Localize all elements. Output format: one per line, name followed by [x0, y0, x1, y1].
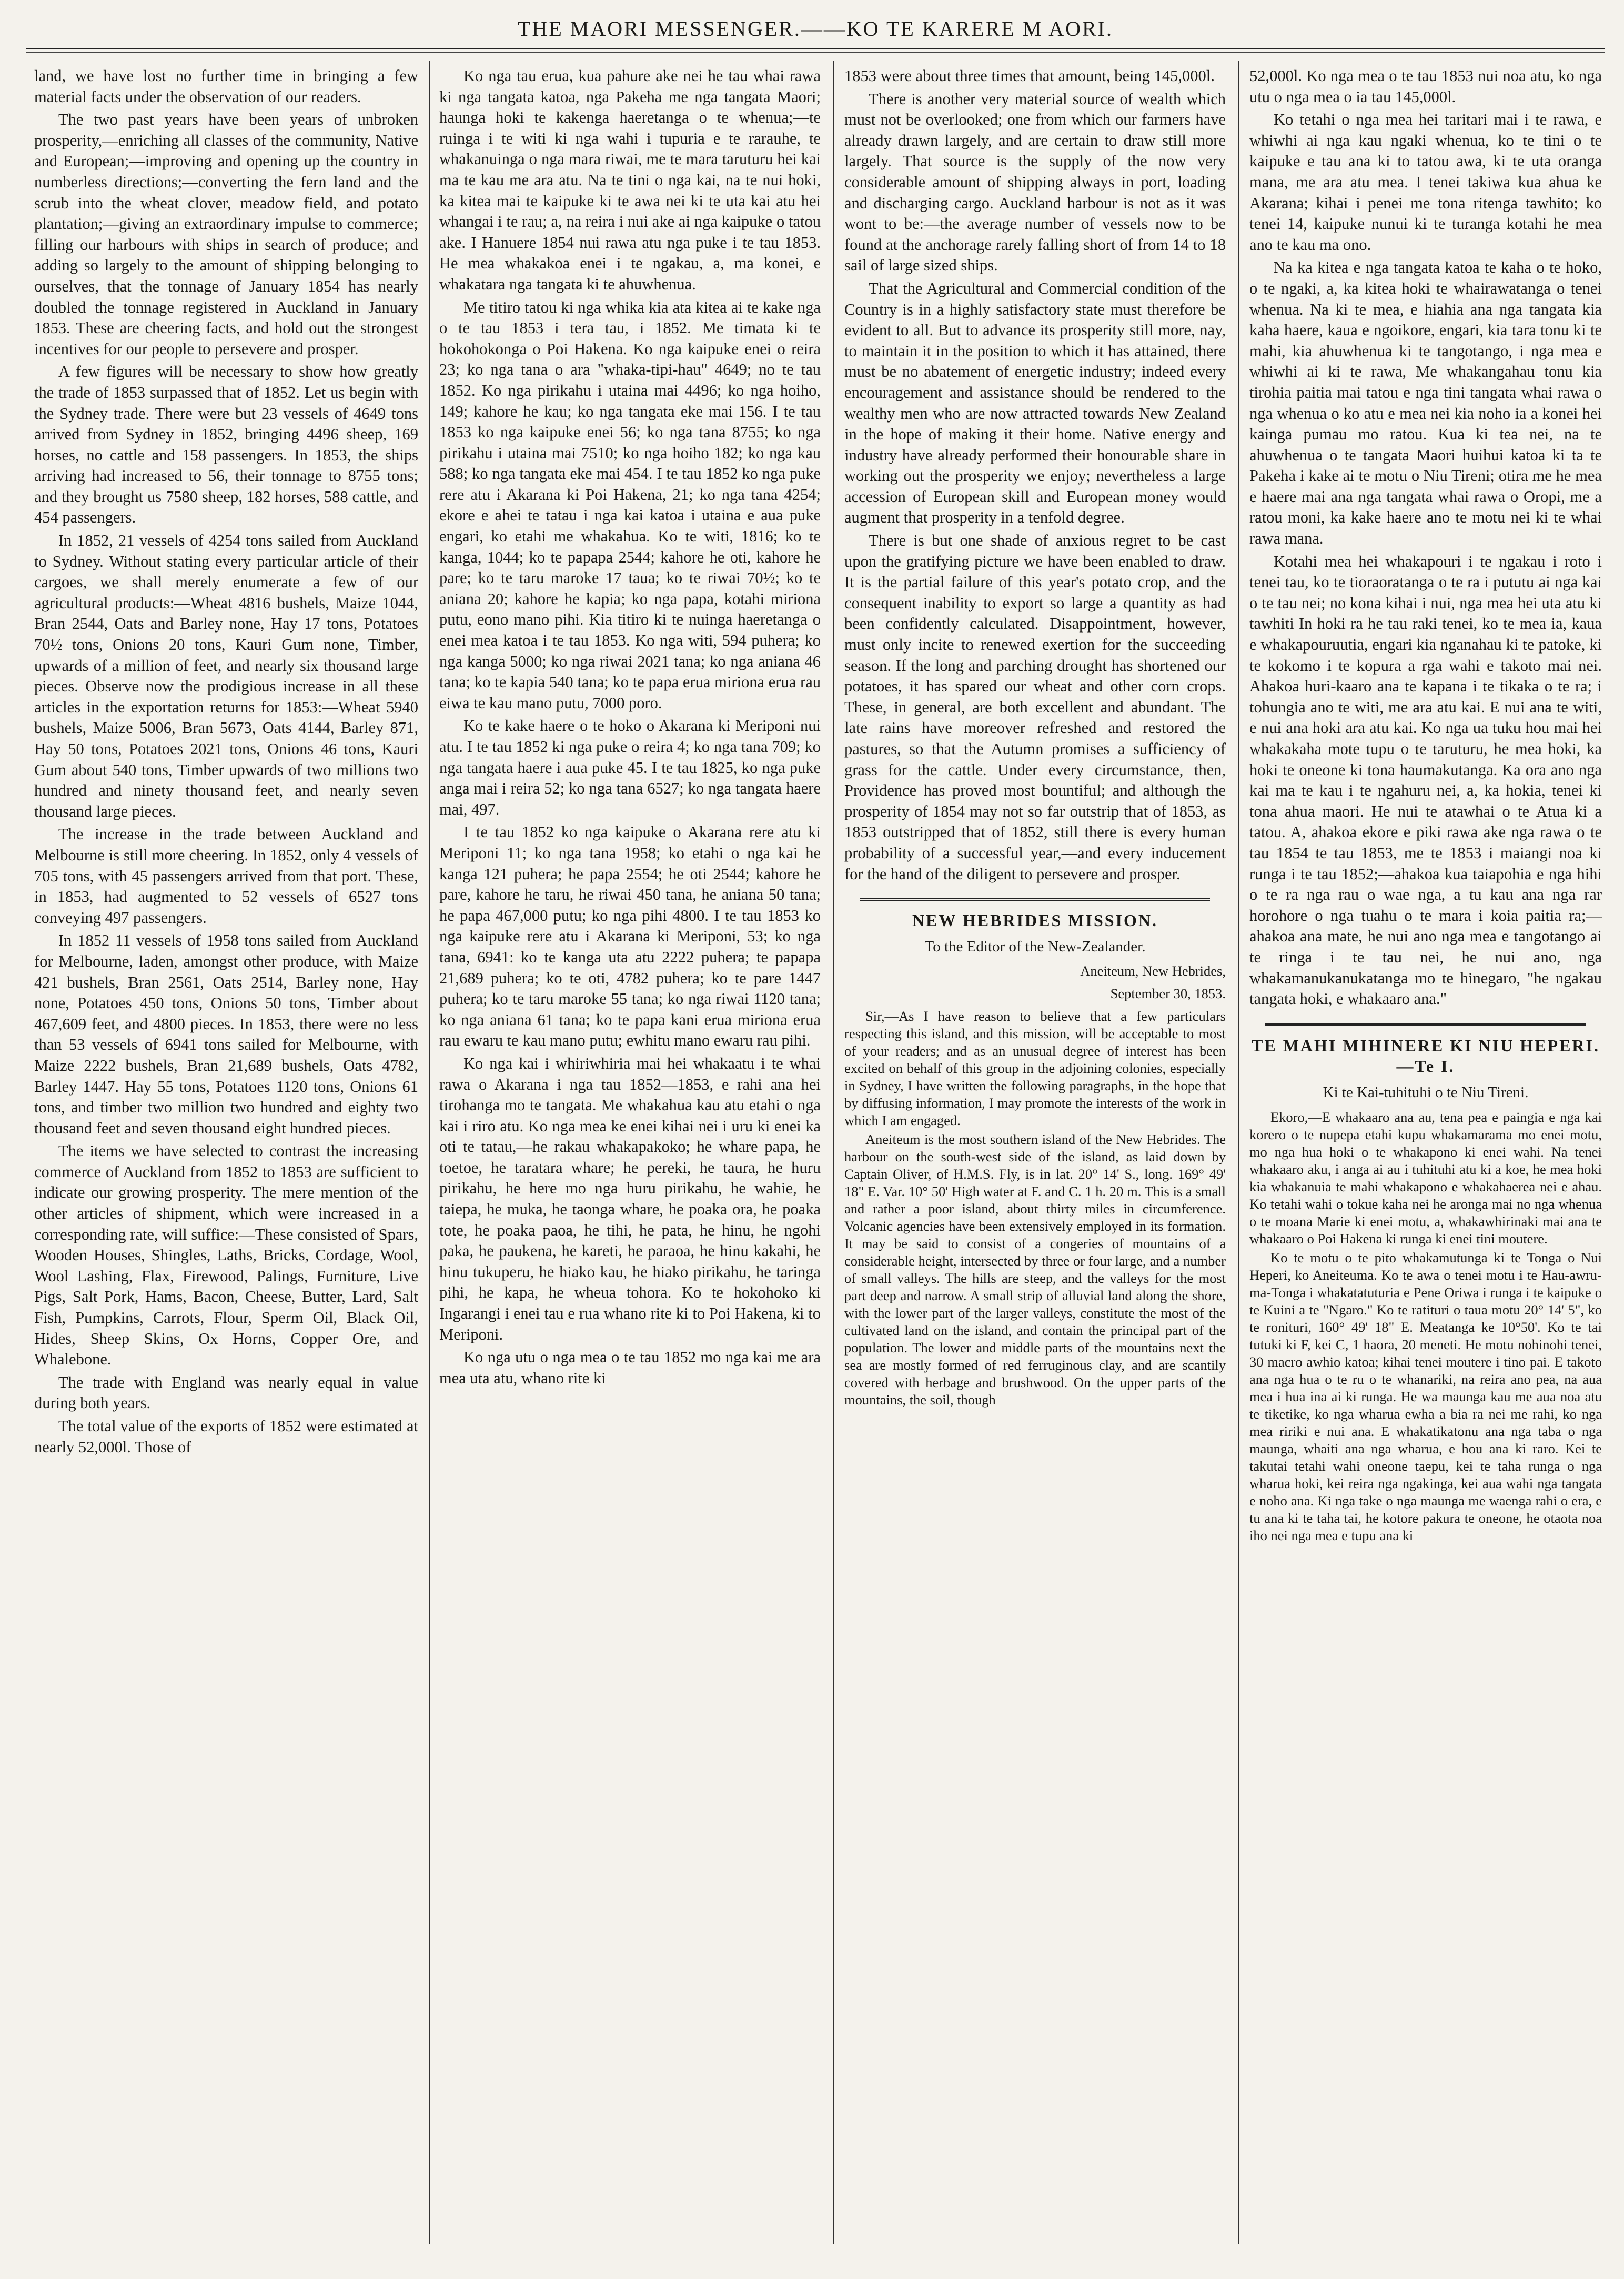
- paragraph: Ko nga kai i whiriwhiria mai hei whakaatu i te whai rawa o Akarana i nga tau 1852—1853, e rahi ana hei tirohanga mo te tangata. Me whakahua kau atu etahi o nga kai i riro atu. Ko nga mea ke enei kihai nei i uru ki enei ka oti te tatau,—he rakau whakapakoko; he whare papa, he toetoe, he taratara whare; he pereki, he taura, he huru pirikahu, he here mo nga huru pirikahu, he wahie, he taiepa, he muka, he taonga whare, he poaka ora, he poaka tote, he poaka paoa, he tihi, he pata, he hinu, he ngohi paka, he paukena, he kareti, he paraoa, he hinu kakahi, he hinu tukuperu, he hiako kau, he hiako pirikahu, he taringa pihi, he kapa, he wheua tohora. Ko te hokohoko ki Ingarangi i enei tau e rua whano rite ki to Poi Hakena, ki to Meriponi.: [439, 1054, 821, 1343]
- mission-heading: NEW HEBRIDES MISSION.: [912, 911, 1158, 930]
- mission-dateline: September 30, 1853.: [1110, 986, 1226, 1002]
- mission-body: [844, 1008, 1226, 1409]
- paragraph: The two past years have been years of unbroken prosperity,—enriching all classes of the community, Native and European;—improving and opening up the country in numberless directions;—converting the fern land and the scrub into the wheat clover, meadow field, and potato plantation;—giving an extraordinary impulse to commerce; filling our harbours with ships in search of produce; and adding so largely to the amount of shipping belonging to ourselves, that the tonnage of January 1854 has nearly doubled the tonnage registered in Auckland in January 1853. These are cheering facts, and hold out the strongest incentives for our people to persevere and prosper.: [34, 111, 418, 358]
- paragraph: I te tau 1852 ko nga kaipuke o Akarana rere atu ki Meriponi 11; ko nga tana 1958; ko etahi o nga kai he kanga 121 puhera; he papa 2554; he oti 2544; kahore he pare, kahore he taru, he riwai 450 tana, he aniana 50 tana; he papa 467,000 putu; ko nga pihi 4800. I te tau 1853 ko nga kaipuke rere atu i Akarana ki Meriponi, 53; ko nga tana, 6941: ko te kanga uta atu 2222 puhera; te papapa 21,689 puhera; ko te oti, 4782 puhera; ko te pare 1447 puhera; ko te taru maroke 55 tana; ko nga riwai 1120 tana; ko nga aniana 61 tana; ko te papa kani erua miriona erua rau ewaru te kau mano putu; ewhitu mano ewaru rau pihi.: [439, 823, 821, 1050]
- paragraph: land, we have lost no further time in bringing a few material facts under the observation of our readers.: [34, 67, 418, 106]
- maori-mission-to-editor: Ki te Kai-tuhituhi o te Niu Tireni.: [1323, 1083, 1529, 1101]
- paragraph: Ko tetahi o nga mea hei taritari mai i te rawa, e whiwhi ai nga kau ngaki whenua, ko te tini o te kaipuke e tau ana ki to tatou awa, ki te uta oranga mana, me ara atu mea. I tenei takiwa kua ahua ke Akarana; kihai i penei me tona ritenga tawhito; ko tenei 14, kaipuke nunui ki te turanga kotahi he mea ano te kau ma ono.: [1249, 111, 1602, 254]
- maori-mission-heading: TE MAHI MIHINERE KI NIU HEPERI.—Te I.: [1252, 1036, 1600, 1076]
- paragraph: Ko te motu o te pito whakamutunga ki te Tonga o Nui Heperi, ko Aneiteuma. Ko te awa o tenei motu i te Hau-awru-ma-Tonga i whakatatuturia e Pene Oriwa i runga i te kaipuke o te Kuini a te "Ngaro." Ko te ratituri o taua motu 20° 14' 5", ko te ronituri, 160° 49' 18" E. Meatanga ke 10°50'. Ko te tai tutuki ki F, kei C, 1 haora, 20 meneti. He motu nohinohi tenei, 30 macro awhio katoa; kihai tenei moutere i tino pai. E takoto ana nga hua o te ru o te whanariki, na reira ano pea, na aua mea i hua ina ai ki runga. He wa maunga kau me aua noa atu te tiketike, ko nga wharua ewha a bia ra nei me rahi, ko nga mea ririki e nui ana. E whakatikatonu ana nga taba o nga maunga, whaiti ana nga wharua, e hou ana ki raro. Kei te takutai tetahi wahi oneone taepu, kei te taha runga o nga wharua hoki, kei reira nga ngakinga, kei aua wahi nga tangata e noho ana. Ki nga take o nga maunga me waenga rahi o era, e tu ana ki te taha tai, he kotore pakura te oneone, he otaota noa iho nei nga mea e tupu ana ki: [1249, 1249, 1602, 1543]
- paragraph: That the Agricultural and Commercial condition of the Country is in a highly satisfactory state must therefore be evident to all. But to advance its prosperity still more, nay, to maintain it in the position to which it has attained, there must be no abatement of energetic industry; indeed every encouragement and assistance should be rendered to the wealthy men who are now attracted towards New Zealand in the hope of making it their home. Native energy and industry have already performed their honourable share in working out the prosperity we enjoy; nevertheless a large accession of European skill and European money would augment that prosperity in a tenfold degree.: [844, 279, 1226, 527]
- paragraph: 52,000l. Ko nga mea o te tau 1853 nui noa atu, ko nga utu o nga mea o ia tau 145,000l.: [1249, 67, 1602, 106]
- column-1: [34, 66, 418, 2244]
- newspaper-page: [26, 13, 1605, 2265]
- paragraph: Ko te kake haere o te hoko o Akarana ki Meriponi nui atu. I te tau 1852 ki nga puke o reira 4; ko nga tana 709; ko nga tangata haere i aua puke 45. I te tau 1825, ko nga puke anga mai i reira 52; ko nga tana 6527; ko nga tangata haere mai, 497.: [439, 717, 821, 818]
- paragraph: Ko nga utu o nga mea o te tau 1852 mo nga kai me ara mea uta atu, whano rite ki: [439, 1348, 821, 1387]
- column-divider: [1238, 61, 1239, 2244]
- column-2: [439, 66, 821, 2244]
- masthead: THE MAORI MESSENGER.——KO TE KARERE M AORI.: [518, 17, 1113, 41]
- mission-to-editor: To the Editor of the New-Zealander.: [924, 938, 1146, 955]
- paragraph: Ekoro,—E whakaaro ana au, tena pea e paingia e nga kai korero o te nupepa etahi kupu whakamarama mo enei motu, mo nga hua hoki o te whakapono ki enei wahi. Na tenei whakaaro aku, i anga ai au i tuhituhi atu ki a koe, he mea hoki kia whakanuia te mahi whakapono e whakahaerea nei e ahau. Ko tetahi wahi o tokue kaha nei he aronga mai no nga whenua o te moana Marie ki enei motu, a, whakawhirinaki mai ana te whakaaro o Poi Hakena ki runga ki enei tini moutere.: [1249, 1109, 1602, 1247]
- column-3: [844, 66, 1226, 2244]
- paragraph: There is another very material source of wealth which must not be overlooked; one from which our farmers have already drawn largely, and are certain to draw still more largely. That source is the supply of the now very considerable amount of shipping always in port, loading and discharging cargo. Auckland harbour is not as it was wont to be:—the average number of vessels now to be found at the anchorage rarely falling short of from 14 to 18 sail of large sized ships.: [844, 89, 1226, 275]
- paragraph: The increase in the trade between Auckland and Melbourne is still more cheering. In 1852, only 4 vessels of 705 tons, with 45 passengers arrived from that port. These, in 1853, had augmented to 52 vessels of 6527 tons conveying 497 passengers.: [34, 825, 418, 927]
- paragraph: Ko nga tau erua, kua pahure ake nei he tau whai rawa ki nga tangata katoa, nga Pakeha me nga tangata Maori; haunga hoki te kakenga haeretanga o te whenua;—te ruinga i te witi ki nga wahi i tupuria e te rarauhe, te whakanuinga o nga mara riwai, me te mara taruturu hei kai ma te kau me ara atu. Na te tini o nga kai, na te nui hoki, ka kitea mai te kaipuke ki te awa nei ki te uta kai atu hei whangai i te rau; a, na reira i nui ake ai nga kaipuke o tatou ake. I Hanuere 1854 nui rawa atu nga puke i te tau 1853. He mea whakakoa enei i te ngakau, a, ma konei, e whakatara nga tangata ki te ahuwhenua.: [439, 67, 821, 293]
- paragraph: There is but one shade of anxious regret to be cast upon the gratifying picture we have been enabled to draw. It is the partial failure of this year's potato crop, and the consequent inability to export so large a quantity as had been confidently calculated. Disappointment, however, must only incite to renewed exertion for the succeeding season. If the long and parching drought has shortened our potatoes, it has spared our wheat and other corn crops. These, in general, are both excellent and abundant. The late rains have moreover refreshed and restored the pastures, so that the Autumn promises a sufficiency of grass for the cattle. Under every circumstance, then, Providence has proved most bountiful; and although the prosperity of 1854 may not so far outstrip that of 1853, as 1853 outstripped that of 1852, still there is every human probability of a successful year,—and every inducement for the hand of the diligent to persevere and prosper.: [844, 531, 1226, 883]
- paragraph: Sir,—As I have reason to believe that a few particulars respecting this island, and this mission, will be acceptable to most of your readers; and as an unusual degree of interest has been excited on behalf of this group in the adjoining colonies, especially in Sydney, I have written the following paragraphs, in the hope that by diffusing information, I may promote the interests of the work in which I am engaged.: [844, 1008, 1226, 1129]
- paragraph: In 1852 11 vessels of 1958 tons sailed from Auckland for Melbourne, laden, amongst other produce, with Maize 421 bushels, Bran 2561, Oats 2514, Barley none, Hay none, Potatoes 450 tons, Onions 50 tons, Timber about 467,609 feet, and 4800 pieces. In 1853, there were no less than 53 vessels of 6941 tons sailed for Melbourne, with Maize 2222 bushels, Bran 21,689 bushels, Oats 4782, Barley 1447. Hay 55 tons, Potatoes 1120 tons, Onions 61 tons, and timber two million two hundred and eighty two thousand feet and seven thousand eight hundred pieces.: [34, 931, 418, 1137]
- paragraph: Me titiro tatou ki nga whika kia ata kitea ai te kake nga o te tau 1853 i tera tau, i 1852. Me timata ki te hokohokonga o Poi Hakena. Ko nga kaipuke enei o reira 23; ko nga tana o ara "whaka-tipi-hau" 4649; no te tau 1852. Ko nga pirikahu i utaina mai 4496; ko nga hoiho, 149; kahore he kau; ko nga tangata eke mai 156. I te tau 1853 ko nga kaipuke enei 56; ko nga tana 8755; ko nga pirikahu i utaina mai 7510; ko nga hoiho 182; ko nga kau 588; ko nga tangata eke mai 454. I te tau 1852 ko nga puke rere atu i Akarana ki Poi Hakena, 21; ko nga tana 4254; ekore e ahei te tatau i nga kai katoa i utaina e aua puke engari, ko etahi me whakahua. Ko te witi, 1816; ko te kanga, 1044; ko te papapa 2544; kahore he oti, kahore he pare; ko te taru maroke 17 taua; ko te riwai 70½; ko te aniana 20; kahore he kapia; ko nga papa, kotahi miriona putu, eono mano pihi. Kia titiro ki te nuinga haeretanga o enei mea katoa i te tau 1853. Ko nga witi, 594 puhera; ko nga kanga 5000; ko nga riwai 2021 tana; ko nga aniana 46 tana; ko te kapia 540 tana; ko te papa erua miriona erua rau eiwa te kau mano putu, 7000 poro.: [439, 298, 821, 712]
- paragraph: 1853 were about three times that amount, being 145,000l.: [844, 67, 1215, 85]
- paragraph: Kotahi mea hei whakapouri i te ngakau i roto i tenei tau, ko te tioraoratanga o te ra i pututu ai nga kai o te tau nei; no kona kihai i nui, nga mea hei uta atu ki tawhiti In hoki ra he tau raki tenei, ko te mea ia, kaua e whakapouruutia, engari kia nganahau ki te patoke, ki te kokomo i te kopura a rga wahi e takoto mai nei. Ahakoa huri-kaaro ana te kapana i te tikaka o te ra; i tohungia ano te witi, me ara atu kai. E nui ana te witi, e nui ana hoki ara atu kai. Ko nga ua tuku hou mai hei whakakaha mote tupu o te taruturu, he mea hoki, ka hoki te oneone ki tona haumakutanga. Ka ora ano nga kai ma te kau i te ngahuru nei, a, ka hokia, tenei ki tona ahua maori. He nui te atawhai o te Atua ki a tatou. A, ahakoa ekore e piki rawa ake nga rawa o te tau 1854 te tau 1853, me te 1853 i maiangi noa ki runga i te tau 1852;—ahakoa kua taiapohia e nga hihi o te ra nga rau o wae nga, a tu kau ana nga rar horohore o nga tuahu o te mara i koia paitia ra;—ahakoa ana mate, he nui ano nga mea e tangotango ai te ringa i te tau nei, he nui ano, nga whakamanukanukatanga mo te hinegaro, "he ngakau tangata hoki, e whakaaro ana.": [1249, 552, 1602, 1008]
- masthead-rule: [26, 48, 1605, 53]
- paragraph: The trade with England was nearly equal in value during both years.: [34, 1373, 418, 1412]
- section-divider: [1265, 1023, 1586, 1029]
- column-divider: [429, 61, 430, 2244]
- column-4: [1249, 66, 1602, 2244]
- paragraph: Aneiteum is the most southern island of the New Hebrides. The harbour on the south-west side of the island, as laid down by Captain Oliver, of H.M.S. Fly, is in lat. 20° 14' S., long. 169° 49' 18" E. Var. 10° 50' High water at F. and C. 1 h. 20 m. This is a small and rather a poor island, about thirty miles in circumference. Volcanic agencies have been extensively employed in its formation. It may be said to consist of a congeries of mountains of a considerable height, intersected by three or four large, and a number of small valleys. The hills are steep, and the valleys for the most part deep and narrow. A small strip of alluvial land along the shore, with the lower part of the larger valleys, constitute the most of the cultivated land on the island, and contain the principal part of the population. The lower and middle parts of the mountains next the sea are mostly formed of red ferruginous clay, and are scantily covered with herbage and brushwood. On the upper parts of the mountains, the soil, though: [844, 1131, 1226, 1408]
- paragraph: In 1852, 21 vessels of 4254 tons sailed from Auckland to Sydney. Without stating every particular article of their cargoes, we shall merely enumerate a few of our agricultural products:—Wheat 4816 bushels, Maize 1044, Bran 2544, Oats and Barley none, Hay 17 tons, Potatoes 70½ tons, Onions 20 tons, Kauri Gum none, Timber, upwards of a million of feet, and nearly six thousand large pieces. Observe now the prodigious increase in all these articles in the exportation returns for 1853:—Wheat 5940 bushels, Maize 5006, Bran 5673, Oats 4144, Barley 871, Hay 50 tons, Potatoes 2021 tons, Onions 46 tons, Kauri Gum about 540 tons, Timber upwards of two millions two hundred and ninety thousand feet, and nearly seven thousand large pieces.: [34, 531, 418, 820]
- maori-mission-body: [1249, 1109, 1602, 1544]
- paragraph: The total value of the exports of 1852 were estimated at nearly 52,000l. Those of: [34, 1417, 418, 1456]
- mission-dateline: Aneiteum, New Hebrides,: [1080, 963, 1226, 979]
- paragraph: Na ka kitea e nga tangata katoa te kaha o te hoko, o te ngaki, a, ka kitea hoki te whairawatanga o tenei whenua. Na ki te mea, e hiahia ana nga tangata kia kaha haere, kaua e ngoikore, engari, kia tara tonu ki te mahi, kia ahuwhenua ki te tangotango, i nga mea e whiwhi ai ki te rawa, Me whakangahau tonu kia tirohia paitia mai tatou e nga tini tangata whai rawa o nga whenua o ko atu e mea nei kia noho ia a konei hei kainga pumau mo ratou. Kua ki tea nei, na te ahuwhenua o te tangata Maori huihui katoa ki ta te Pakeha i kake ai te motu o Niu Tireni; otira me he mea e haere mai ana nga tangata whai rawa o Oropi, me a ratou moni, ka kake haere ano te motu nei ki te whai rawa mana.: [1249, 258, 1602, 548]
- column-divider: [833, 61, 834, 2244]
- paragraph: The items we have selected to contrast the increasing commerce of Auckland from 1852 to 1853 are sufficient to indicate our growing prosperity. The mere mention of the other articles of shipment, which were increased in a corresponding rate, will suffice:—These consisted of Spars, Wooden Houses, Shingles, Laths, Bricks, Cordage, Wool, Wool Lashing, Flax, Firewood, Palings, Furniture, Live Pigs, Salt Pork, Hams, Bacon, Cheese, Butter, Lard, Salt Fish, Pumpkins, Carrots, Flour, Sperm Oil, Black Oil, Hides, Sheep Skins, Ox Horns, Copper Ore, and Whalebone.: [34, 1142, 418, 1369]
- paragraph: A few figures will be necessary to show how greatly the trade of 1853 surpassed that of 1852. Let us begin with the Sydney trade. There were but 23 vessels of 4649 tons arrived from Sydney in 1852, bringing 4496 sheep, 169 horses, no cattle and 158 passengers. In 1853, the ships arriving had increased to 56, their tonnage to 8755 tons; and they brought us 7580 sheep, 182 horses, 588 cattle, and 454 passengers.: [34, 363, 418, 527]
- section-divider: [860, 898, 1210, 904]
